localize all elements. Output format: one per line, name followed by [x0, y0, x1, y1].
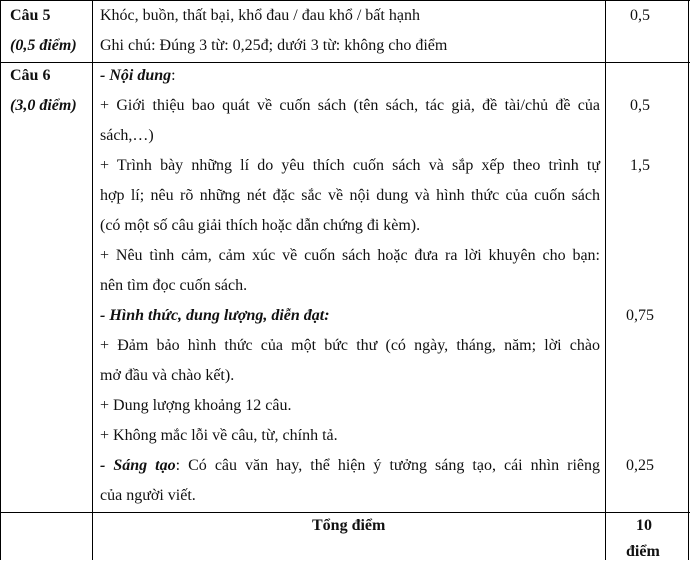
answer-line: của người viết.: [100, 487, 196, 504]
total-unit: điểm: [626, 543, 660, 560]
answer-line: + Giới thiệu bao quát về cuốn sách (tên sách, tác giả, đề tài/chủ đề của: [100, 97, 600, 114]
content-heading-text: - Nội dung: [100, 67, 172, 84]
column-divider-1: [92, 0, 93, 560]
answer-line: + Trình bày những lí do yêu thích cuốn sách và sắp xếp theo trình tự: [100, 157, 600, 174]
section-heading-content: [100, 66, 176, 86]
question-points: (0,5 điểm): [10, 37, 77, 54]
question-points: (3,0 điểm): [10, 97, 77, 114]
answer-line: + Dung lượng khoảng 12 câu.: [100, 397, 292, 414]
question-label: Câu 5: [10, 7, 51, 24]
score-value: 0,5: [630, 7, 650, 24]
answer-line: hợp lí; nêu rõ những nét đặc sắc về nội dung và hình thức của cuốn sách: [100, 187, 600, 204]
section-heading-form: - Hình thức, dung lượng, diễn đạt:: [100, 307, 330, 324]
score-value: 0,75: [626, 307, 654, 324]
answer-line: nên tìm đọc cuốn sách.: [100, 277, 248, 294]
answer-line: + Không mắc lỗi về câu, từ, chính tả.: [100, 427, 338, 444]
question-label: Câu 6: [10, 67, 51, 84]
total-value: 10: [636, 517, 652, 534]
creative-heading-rest: : Có câu văn hay, thể hiện ý tưởng sáng tạo, cái nhìn riêng: [175, 457, 601, 474]
total-label: Tổng điểm: [312, 517, 386, 534]
row-divider-total: [0, 512, 690, 513]
answer-line: sách,…): [100, 127, 154, 144]
answer-line: mở đầu và chào kết).: [100, 367, 235, 384]
table-top-border: [0, 0, 690, 1]
table-left-border: [0, 0, 1, 560]
section-heading-creative: [100, 456, 600, 476]
answer-note: Ghi chú: Đúng 3 từ: 0,25đ; dưới 3 từ: không cho điểm: [100, 37, 448, 54]
answer-line: (có một số câu giải thích hoặc dẫn chứng đi kèm).: [100, 217, 421, 234]
answer-line: + Đảm bảo hình thức của một bức thư (có ngày, tháng, năm; lời chào: [100, 337, 600, 354]
table-right-border: [688, 0, 689, 560]
row-divider-cau5-cau6: [0, 62, 690, 63]
score-value: 0,5: [630, 97, 650, 114]
content-heading-colon: :: [171, 67, 176, 84]
creative-heading-text: - Sáng tạo: [100, 457, 176, 474]
answer-line: Khóc, buồn, thất bại, khổ đau / đau khổ / bất hạnh: [100, 7, 420, 24]
answer-line: + Nêu tình cảm, cảm xúc về cuốn sách hoặc đưa ra lời khuyên cho bạn:: [100, 247, 600, 264]
score-value: 0,25: [626, 457, 654, 474]
column-divider-2: [605, 0, 606, 560]
score-value: 1,5: [630, 157, 650, 174]
